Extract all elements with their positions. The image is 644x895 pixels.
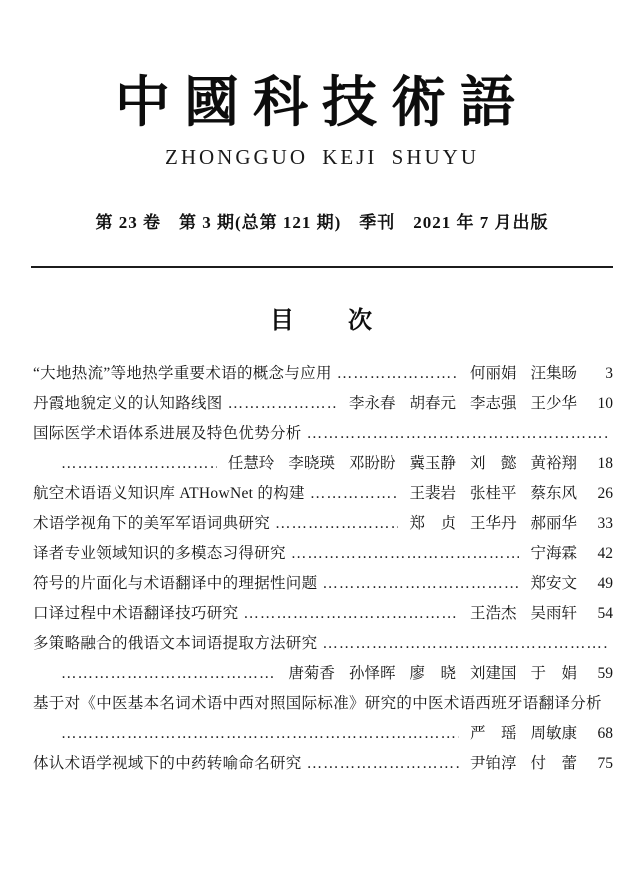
- toc-entry-title: “大地热流”等地热学重要术语的概念与应用: [33, 365, 332, 382]
- toc-author: 李永春: [348, 395, 396, 412]
- toc-author: 郑安文: [530, 575, 577, 592]
- toc-leader-dots: [607, 689, 608, 719]
- toc-author: 黄裕翔: [530, 455, 577, 472]
- toc-leader-dots: [310, 479, 399, 509]
- toc-author: 王少华: [530, 395, 577, 412]
- toc-leader-dots: [337, 359, 459, 389]
- toc-leader-dots: [61, 449, 217, 479]
- toc-author: 王裴岩: [409, 485, 456, 502]
- toc-author: 蔡东风: [530, 485, 577, 502]
- toc-authors: [470, 359, 577, 389]
- toc-entry-continuation: [33, 449, 613, 479]
- toc-page-number: 54: [597, 605, 613, 622]
- toc-author: 尹铂淳: [469, 755, 517, 772]
- toc-entry: [33, 689, 613, 719]
- toc-authors: [409, 479, 577, 509]
- contents-heading: 目 次: [270, 308, 374, 334]
- toc-page-number: 42: [597, 545, 613, 562]
- toc-leader-dots: [307, 749, 459, 779]
- toc-author: 郑 贞: [409, 515, 456, 532]
- toc-author: 刘建国: [469, 665, 517, 682]
- toc-author: 付 蕾: [530, 755, 577, 772]
- toc-author: 胡春元: [409, 395, 456, 412]
- toc-entry: [33, 509, 613, 539]
- toc-entry: [33, 569, 613, 599]
- toc-leader-dots: [243, 599, 459, 629]
- toc-author: 李晓瑛: [288, 455, 335, 472]
- toc-author: 任慧玲: [227, 455, 275, 472]
- toc-entry-title: 术语学视角下的美军军语词典研究: [33, 515, 271, 532]
- toc-author: 郝丽华: [530, 515, 577, 532]
- toc-page-number: 3: [605, 365, 613, 382]
- toc-author: 王浩杰: [469, 605, 517, 622]
- toc-authors: [530, 539, 577, 569]
- toc-entry-title: 体认术语学视域下的中药转喻命名研究: [33, 755, 302, 772]
- toc-author: 李志强: [469, 395, 517, 412]
- masthead: [0, 0, 644, 170]
- toc-author: 廖 晓: [409, 665, 456, 682]
- toc-page-number: 33: [597, 515, 613, 532]
- toc-author: 冀玉静: [409, 455, 456, 472]
- toc-entry-title: 符号的片面化与术语翻译中的理据性问题: [33, 575, 318, 592]
- toc-entry-title: 国际医学术语体系进展及特色优势分析: [33, 425, 302, 442]
- toc-page-number: 59: [597, 665, 613, 682]
- toc-author: 汪集旸: [530, 365, 577, 382]
- toc-authors: [349, 389, 577, 419]
- toc-entry: [33, 539, 613, 569]
- toc-leader-dots: [61, 719, 459, 749]
- toc-entry-title: 口译过程中术语翻译技巧研究: [33, 605, 239, 622]
- toc-entry: [33, 419, 613, 449]
- toc-author: 唐菊香: [288, 665, 335, 682]
- toc-authors: [288, 659, 577, 689]
- toc-entry: [33, 629, 613, 659]
- toc-entry: [33, 479, 613, 509]
- toc-author: 宁海霖: [530, 545, 577, 562]
- toc-leader-dots: [322, 569, 519, 599]
- toc-entry: [33, 749, 613, 779]
- toc-page-number: 26: [597, 485, 613, 502]
- toc-entry: [33, 359, 613, 389]
- toc-entry: [33, 389, 613, 419]
- toc-authors: [530, 569, 577, 599]
- toc-page-number: 10: [597, 395, 613, 412]
- toc-entry-title: 基于对《中医基本名词术语中西对照国际标准》研究的中医术语西班牙语翻译分析: [33, 695, 602, 712]
- toc-leader-dots: [61, 659, 277, 689]
- toc-author: 孙怿晖: [348, 665, 396, 682]
- toc-entry-title: 丹霞地貌定义的认知路线图: [33, 395, 223, 412]
- toc-page-number: 68: [597, 725, 613, 742]
- toc-author: 王华丹: [469, 515, 517, 532]
- toc-page-number: 18: [597, 455, 613, 472]
- toc-leader-dots: [275, 509, 398, 539]
- toc-author: 吴雨轩: [530, 605, 577, 622]
- toc-leader-dots: [228, 389, 338, 419]
- toc-author: 刘 懿: [469, 455, 517, 472]
- toc-list: [33, 359, 613, 779]
- horizontal-rule: [31, 266, 613, 268]
- toc-page-number: 49: [597, 575, 613, 592]
- toc-entry-title: 译者专业领域知识的多模态习得研究: [33, 545, 286, 562]
- toc-authors: [470, 599, 577, 629]
- toc-author: 张桂平: [469, 485, 517, 502]
- toc-authors: [228, 449, 577, 479]
- toc-leader-dots: [291, 539, 520, 569]
- toc-author: 于 娟: [530, 665, 577, 682]
- toc-entry-title: 航空术语语义知识库 ATHowNet 的构建: [33, 485, 305, 502]
- toc-entry-continuation: [33, 719, 613, 749]
- toc-authors: [470, 749, 577, 779]
- toc-author: 何丽娟: [469, 365, 517, 382]
- toc-leader-dots: [322, 629, 608, 659]
- toc-authors: [409, 509, 577, 539]
- toc-authors: [470, 719, 577, 749]
- toc-entry-continuation: [33, 659, 613, 689]
- toc-entry-title: 多策略融合的俄语文本词语提取方法研究: [33, 635, 318, 652]
- toc-entry: [33, 599, 613, 629]
- toc-author: 周敏康: [530, 725, 577, 742]
- toc-author: 严 瑶: [469, 725, 517, 742]
- toc-author: 邓盼盼: [348, 455, 396, 472]
- issue-info-line: 第 23 卷 第 3 期(总第 121 期) 季刊 2021 年 7 月出版: [95, 213, 549, 232]
- journal-title-chinese: 中國科技術語: [114, 72, 529, 133]
- toc-page-number: 75: [597, 755, 613, 772]
- journal-title-pinyin: ZHONGGUO KEJI SHUYU: [165, 145, 479, 169]
- toc-leader-dots: [307, 419, 608, 449]
